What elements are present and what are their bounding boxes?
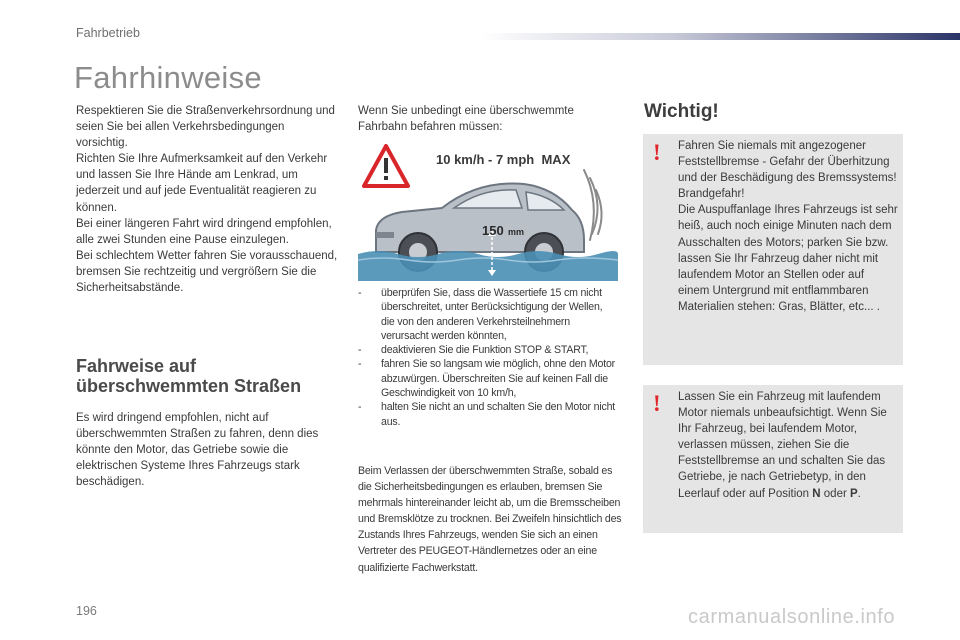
list-dash: - <box>358 358 362 371</box>
notice-box-parking-brake <box>643 134 903 365</box>
gear-n: N <box>812 487 821 500</box>
motion-lines <box>584 170 602 240</box>
list-dash: - <box>358 287 362 299</box>
list-item: - fahren Sie so langsam wie möglich, ohne den Motor abzuwürgen. Überschreiten Sie auf keinen Fall die Geschwindigkeit von 10 km/h, <box>358 358 615 400</box>
paragraph: Bei einer längeren Fahrt wird dringend empfohlen, alle zwei Stunden eine Pause einzulegen. <box>76 217 332 246</box>
notice-box-unattended <box>643 385 903 533</box>
page-title: Fahrhinweise <box>74 60 262 95</box>
important-heading: Wichtig! <box>644 101 719 122</box>
warning-triangle-icon <box>364 146 408 186</box>
speed-limit-label: 10 km/h - 7 mph MAX <box>436 152 571 167</box>
list-item: - überprüfen Sie, dass die Wassertiefe 15 cm nicht überschreitet, unter Berücksichtigung der Wellen, die von den anderen Verkehrsteilnehmern verursacht werden könnten, <box>358 287 603 342</box>
depth-unit: mm <box>508 227 525 237</box>
after-flood-paragraph: Beim Verlassen der überschwemmten Straße, sobald es die Sicherheitsbedingungen es erlauben, bremsen Sie mehrmals hintereinander leicht ab, um die Bremsscheiben und Bremsklötze zu trocknen. Bei Zweifeln hinsichtlich des Zustands Ihres Fahrzeugs, wenden Sie sich an einen Vertreter des PEUGEOT-Händlernetzes oder an eine qualifizierte Fachwerkstatt. <box>358 465 622 574</box>
list-item: - halten Sie nicht an und schalten Sie den Motor nicht aus. <box>358 401 616 428</box>
heading-line: überschwemmten Straßen <box>76 376 302 396</box>
section-label: Fahrbetrieb <box>76 26 140 40</box>
flood-steps-list <box>358 286 618 429</box>
heading-line: Fahrweise auf <box>76 356 197 376</box>
list-dash: - <box>358 344 362 357</box>
driving-advice-text <box>76 103 338 296</box>
gear-p: P <box>850 487 858 500</box>
flooded-roads-heading <box>76 356 346 396</box>
paragraph: Bei schlechtem Wetter fahren Sie vorausschauend, bremsen Sie rechtzeitig und vergrößern Sie die Sicherheitsabstände. <box>76 249 338 295</box>
exclamation-icon: ! <box>653 140 661 165</box>
page-number: 196 <box>76 604 97 618</box>
header-rule <box>480 33 960 40</box>
flood-intro: Wenn Sie unbedingt eine überschwemmte Fahrbahn befahren müssen: <box>358 105 574 134</box>
water-surface <box>358 251 618 281</box>
watermark: carmanualsonline.info <box>688 606 896 628</box>
notice-text: Lassen Sie ein Fahrzeug mit laufendem Motor niemals unbeaufsichtigt. Wenn Sie Ihr Fahrzeug, bei laufendem Motor, verlassen müssen, ziehen Sie die Feststellbremse an und schalten Sie das Getriebe, je nach Getriebetyp, in den Leerlauf oder auf Position N oder P. <box>678 391 887 500</box>
flooded-road-illustration <box>358 140 618 281</box>
notice-text: Fahren Sie niemals mit angezogener Feststellbremse - Gefahr der Überhitzung und der Beschädigung des Bremssystems! Brandgefahr! Die Auspuffanlage Ihres Fahrzeugs ist sehr heiß, auch noch einige Minuten nach dem Ausschalten des Motors; parken Sie bzw. lassen Sie Ihr Fahrzeug daher nicht mit laufendem Motor an Stellen oder auf einem Untergrund mit entflammbaren Materialien stehen: Gras, Blätter, etc... . <box>678 140 898 313</box>
exclamation-icon: ! <box>653 391 661 416</box>
paragraph: Richten Sie Ihre Aufmerksamkeit auf den Verkehr und lassen Sie Ihre Hände am Lenkrad, um jederzeit und auf jede Eventualität reagieren zu können. <box>76 153 328 214</box>
list-dash: - <box>358 401 362 414</box>
flooded-roads-paragraph: Es wird dringend empfohlen, nicht auf überschwemmten Straßen zu fahren, denn dies könnte den Motor, das Getriebe sowie die elektrischen Systeme Ihres Fahrzeugs stark beschädigen. <box>76 412 319 489</box>
paragraph: Respektieren Sie die Straßenverkehrsordnung und seien Sie bei allen Verkehrsbedingungen vorsichtig. <box>76 105 335 150</box>
list-item: - deaktivieren Sie die Funktion STOP & START, <box>358 344 589 357</box>
depth-value: 150 <box>482 223 504 238</box>
